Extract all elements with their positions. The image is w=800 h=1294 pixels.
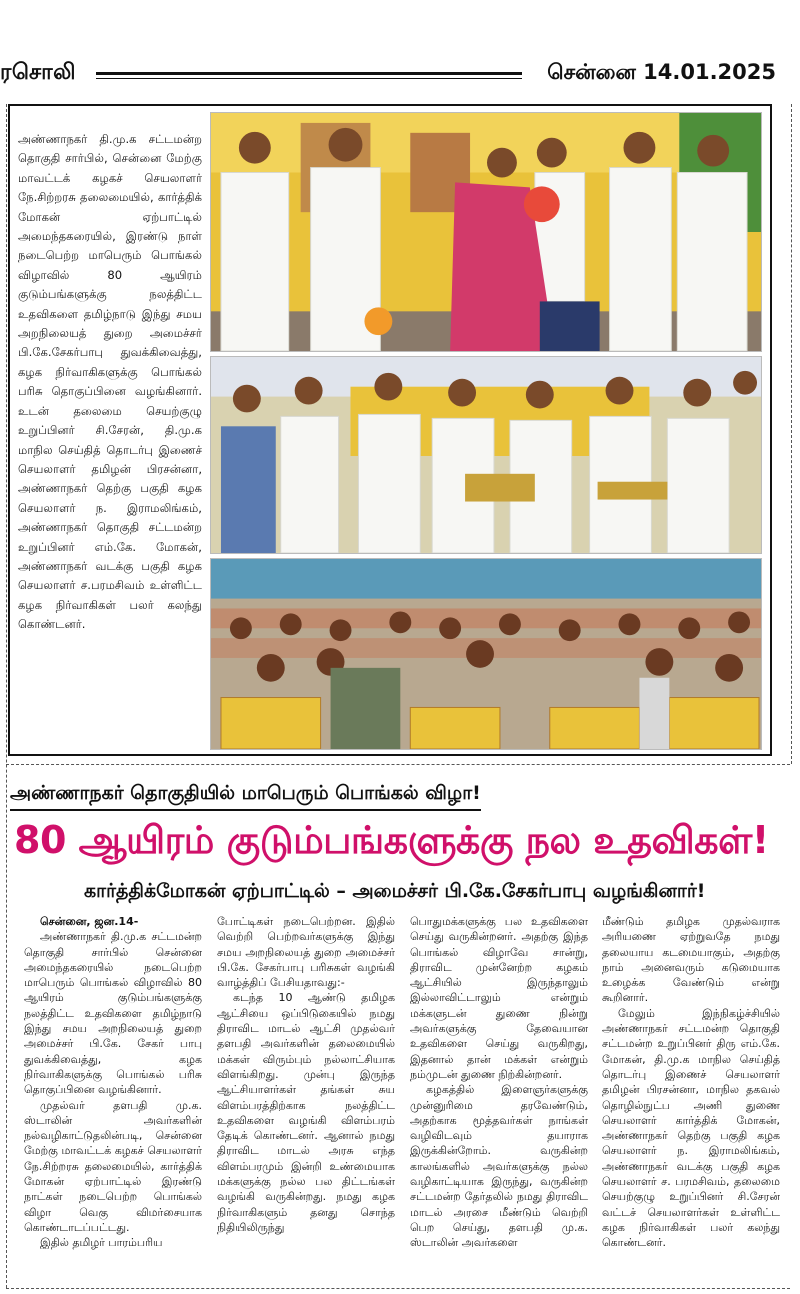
article-paragraph: மீண்டும் தமிழக முதல்வராக அரியணை ஏற்றுவதே நமது தலையாய கடமையாகும், அதற்கு நாம் அனைவரும் கடுமையாக உழைக்க வேண்டும் என்று கூறினார். bbox=[602, 915, 780, 1005]
article-column-1 bbox=[24, 914, 202, 1251]
article-column-3 bbox=[410, 914, 588, 1251]
masthead-rule bbox=[96, 72, 522, 79]
photo-audience bbox=[210, 558, 762, 750]
article-paragraph: பொதுமக்களுக்கு பல உதவிகளை செய்து வருகின்றனர். அதற்கு இந்த பொங்கல் விழாவே சான்று, திராவிட முன்னேற்ற கழகம் ஆட்சியில் இருந்தாலும் இல்லாவிட்டாலும் என்றும் மக்களுடன் துணை நின்று அவர்களுக்கு தேவையான உதவிகளை செய்து வருகிறது, இதனால் தான் மக்கள் என்றும் நம்முடன் துணை நிற்கின்றனர். bbox=[410, 915, 588, 1081]
city-date: சென்னை 14.01.2025 bbox=[547, 60, 776, 84]
photo-gift-distribution bbox=[210, 356, 762, 554]
article-body bbox=[12, 914, 782, 1286]
dateline: சென்னை, ஜன.14- bbox=[40, 915, 139, 928]
photo-stage-felicitation bbox=[210, 112, 762, 352]
bottom-border bbox=[6, 1288, 790, 1289]
sub-headline: கார்த்திக்மோகன் ஏற்பாட்டில் – அமைச்சர் பி.கே.சேகர்பாபு வழங்கினார்! bbox=[84, 880, 706, 902]
left-dashed-border bbox=[6, 104, 7, 1288]
photo-caption: அண்ணாநகர் தி.மு.க சட்டமன்ற தொகுதி சார்பில், சென்னை மேற்கு மாவட்டக் கழகச் செயலாளர் நே.சிற்றரசு தலைமையில், கார்த்திக் மோகன் ஏற்பாட்டில் அமைந்தகரையில், இரண்டு நாள் நடைபெற்ற மாபெரும் பொங்கல் விழாவில் 80 ஆயிரம் குடும்பங்களுக்கு நலத்திட்ட உதவிகளை தமிழ்நாடு இந்து சமய அறநிலையத் துறை அமைச்சர் பி.கே.சேகர்பாபு துவக்கிவைத்து, கழக நிர்வாகிகளுக்கு பொங்கல் பரிசு தொகுப்பினை வழங்கினார். உடன் தலைமை செயற்குழு உறுப்பினர் சி.சேரன், தி.மு.க மாநில செய்தித் தொடர்பு இணைச் செயலாளர் தமிழன் பிரசன்னா, அண்ணாநகர் தெற்கு பகுதி கழக செயலாளர் ந. இராமலிங்கம், அண்ணாநகர் தொகுதி சட்டமன்ற உறுப்பினர் எம்.கே. மோகன், அண்ணாநகர் வடக்கு பகுதி கழக செயலாளர் ச.பரமசிவம் உள்ளிட்ட கழக நிர்வாகிகள் பலர் கலந்து கொண்டனர். bbox=[18, 132, 202, 632]
masthead bbox=[0, 56, 800, 96]
kicker-headline: அண்ணாநகர் தொகுதியில் மாபெரும் பொங்கல் விழா! bbox=[10, 782, 481, 811]
right-dashed-border bbox=[791, 104, 792, 764]
article-paragraph: போட்டிகள் நடைபெற்றன. இதில் வெற்றி பெற்றவர்களுக்கு இந்து சமய அறநிலையத் துறை அமைச்சர் பி.கே. சேகர்பாபு பரிசுகள் வழங்கி வாழ்த்திப் பேசியதாவது:- bbox=[217, 915, 395, 990]
photo-stage-graphic bbox=[211, 113, 761, 351]
article-column-4 bbox=[602, 914, 780, 1251]
article-paragraph: அண்ணாநகர் தி.மு.க சட்டமன்ற தொகுதி சார்பில் சென்னை அமைந்தகரையில் நடைபெற்ற மாபெரும் பொங்கல் விழாவில் 80 ஆயிரம் குடும்பங்களுக்கு நலத்திட்ட உதவிகளை தமிழ்நாடு இந்து சமய அறநிலையத் துறை அமைச்சர் பி.கே. சேகர் பாபு துவக்கிவைத்து, கழக நிர்வாகிகளுக்கு பொங்கல் பரிசு தொகுப்பினை வழங்கினார். bbox=[24, 930, 202, 1097]
article-paragraph: கடந்த 10 ஆண்டு தமிழக ஆட்சியை ஒப்பிடுகையில் நமது திராவிட மாடல் ஆட்சி முதல்வர் தளபதி அவர்களின் தலைமையில் மக்கள் விரும்பும் நல்லாட்சியாக விளங்கிறது. முன்பு இருந்த ஆட்சியாளர்கள் தங்கள் சுய விளம்பரத்திற்காக நலத்திட்ட உதவிகளை வழங்கி விளம்பரம் தேடிக் கொண்டனர். ஆனால் நமது திராவிட மாடல் அரசு எந்த விளம்பரமும் இன்றி உண்மையாக மக்களுக்கு நல்ல பல திட்டங்கள் வழங்கி வருகின்றது. நமது கழக நிர்வாகிகளும் தனது சொந்த நிதியிலிருந்து bbox=[217, 991, 395, 1234]
photo-audience-graphic bbox=[211, 559, 761, 749]
article-paragraph: முதல்வர் தளபதி மு.க. ஸ்டாலின் அவர்களின் நல்வழிகாட்டுதலின்படி, சென்னை மேற்கு மாவட்டக் கழகச் செயலாளர் நே.சிற்றரசு தலைமையில், கார்த்திக் மோகன் ஏற்பாட்டில் இரண்டு நாட்கள் நடைபெற்ற பொங்கல் விழா வெகு விமர்சையாக கொண்டாடப்பட்டது. bbox=[24, 1098, 202, 1234]
paper-name: ரசொலி bbox=[0, 60, 77, 85]
photo-gift-graphic bbox=[211, 357, 761, 553]
article-column-2 bbox=[217, 914, 395, 1235]
main-headline: 80 ஆயிரம் குடும்பங்களுக்கு நல உதவிகள்! bbox=[14, 818, 769, 862]
article-paragraph: இதில் தமிழர் பாரம்பரிய bbox=[40, 1236, 163, 1250]
section-separator bbox=[6, 764, 790, 765]
article-paragraph: மேலும் இந்நிகழ்ச்சியில் அண்ணாநகர் சட்டமன்ற தொகுதி சட்டமன்ற உறுப்பினர் திரு எம்.கே. மோகன், தி.மு.க மாநில செய்தித் தொடர்பு இணைச் செயலாளர் தமிழன் பிரசன்னா, மாநில தகவல் தொழில்நுட்ப அணி துணை செயலாளர் கார்த்திக் மோகன், அண்ணாநகர் தெற்கு பகுதி கழக செயலாளர் ந. இராமலிங்கம், அண்ணாநகர் வடக்கு பகுதி கழக செயலாளர் ச. பரமசிவம், தலைமை செயற்குழு உறுப்பினர் சி.சேரன் வட்டச் செயலாளர்கள் உள்ளிட்ட கழக நிர்வாகிகள் பலர் கலந்து கொண்டனர். bbox=[602, 1006, 780, 1250]
article-paragraph: கழகத்தில் இளைஞர்களுக்கு முன்னுரிமை தரவேண்டும், அதற்காக மூத்தவர்கள் நாங்கள் வழிவிடவும் தயாராக இருக்கின்றோம். வருகின்ற காலங்களில் அவர்களுக்கு நல்ல வழிகாட்டியாக இருந்து, வருகின்ற சட்டமன்ற தேர்தலில் நமது திராவிட மாடல் அரசை மீண்டும் வெற்றி பெற செய்து, தளபதி மு.க. ஸ்டாலின் அவர்களை bbox=[410, 1083, 588, 1250]
